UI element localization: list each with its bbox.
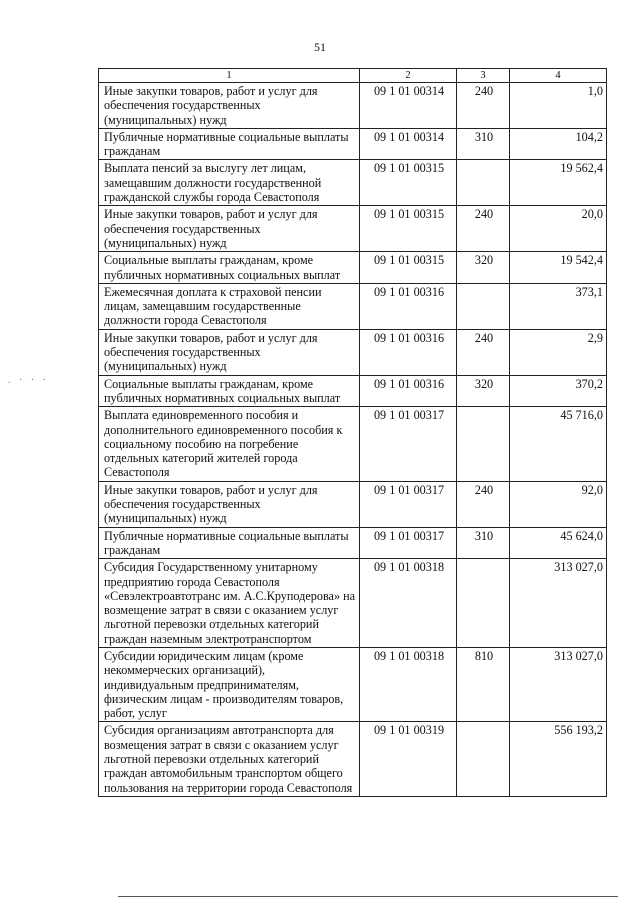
table-row bbox=[99, 481, 607, 527]
row-type-cell bbox=[457, 283, 510, 329]
table-header-row bbox=[99, 69, 607, 83]
row-name-cell: Иные закупки товаров, работ и услуг для обеспечения государственных (муниципальных) нужд bbox=[99, 83, 360, 129]
row-amount-cell: 370,2 bbox=[510, 375, 607, 407]
row-name-cell: Субсидия Государственному унитарному предприятию города Севастополя «Севэлектроавтотранс им. А.С.Круподерова» на возмещение затрат в связи с оказанием услуг льготной перевозки отдельных категорий граждан наземным электротранспортом bbox=[99, 559, 360, 648]
table-row bbox=[99, 647, 607, 721]
table-row bbox=[99, 160, 607, 206]
table-row bbox=[99, 252, 607, 284]
row-code-cell: 09 1 01 00316 bbox=[360, 329, 457, 375]
row-code-cell: 09 1 01 00314 bbox=[360, 128, 457, 160]
row-type-cell: 320 bbox=[457, 375, 510, 407]
row-amount-cell: 19 562,4 bbox=[510, 160, 607, 206]
budget-table-body bbox=[99, 69, 607, 797]
table-row bbox=[99, 722, 607, 796]
row-name-cell: Публичные нормативные социальные выплаты гражданам bbox=[99, 128, 360, 160]
row-name-cell: Ежемесячная доплата к страховой пенсии лицам, замещавшим государственные должности города Севастополя bbox=[99, 283, 360, 329]
scan-edge-mark: . · · · bbox=[8, 375, 49, 386]
row-type-cell bbox=[457, 722, 510, 796]
table-row bbox=[99, 527, 607, 559]
row-type-cell: 810 bbox=[457, 647, 510, 721]
row-amount-cell: 373,1 bbox=[510, 283, 607, 329]
table-row bbox=[99, 283, 607, 329]
row-name-cell: Иные закупки товаров, работ и услуг для обеспечения государственных (муниципальных) нужд bbox=[99, 329, 360, 375]
row-amount-cell: 556 193,2 bbox=[510, 722, 607, 796]
row-amount-cell: 92,0 bbox=[510, 481, 607, 527]
row-code-cell: 09 1 01 00316 bbox=[360, 283, 457, 329]
row-name-cell: Выплата единовременного пособия и дополнительного единовременного пособия к социальному пособию на погребение отдельных категорий жителей города Севастополя bbox=[99, 407, 360, 481]
bottom-edge-line bbox=[118, 896, 618, 897]
row-code-cell: 09 1 01 00315 bbox=[360, 160, 457, 206]
row-code-cell: 09 1 01 00318 bbox=[360, 559, 457, 648]
row-name-cell: Иные закупки товаров, работ и услуг для обеспечения государственных (муниципальных) нужд bbox=[99, 206, 360, 252]
table-row bbox=[99, 375, 607, 407]
table-row bbox=[99, 407, 607, 481]
header-col-2: 2 bbox=[360, 69, 457, 83]
row-code-cell: 09 1 01 00317 bbox=[360, 481, 457, 527]
table-row bbox=[99, 128, 607, 160]
row-type-cell: 310 bbox=[457, 527, 510, 559]
row-amount-cell: 2,9 bbox=[510, 329, 607, 375]
table-row bbox=[99, 83, 607, 129]
row-type-cell: 240 bbox=[457, 83, 510, 129]
row-code-cell: 09 1 01 00318 bbox=[360, 647, 457, 721]
row-type-cell bbox=[457, 407, 510, 481]
row-type-cell bbox=[457, 160, 510, 206]
row-name-cell: Публичные нормативные социальные выплаты гражданам bbox=[99, 527, 360, 559]
row-amount-cell: 45 624,0 bbox=[510, 527, 607, 559]
row-type-cell bbox=[457, 559, 510, 648]
header-col-1: 1 bbox=[99, 69, 360, 83]
row-type-cell: 320 bbox=[457, 252, 510, 284]
row-type-cell: 240 bbox=[457, 329, 510, 375]
row-code-cell: 09 1 01 00317 bbox=[360, 527, 457, 559]
row-code-cell: 09 1 01 00319 bbox=[360, 722, 457, 796]
row-name-cell: Выплата пенсий за выслугу лет лицам, замещавшим должности государственной гражданской службы города Севастополя bbox=[99, 160, 360, 206]
row-type-cell: 240 bbox=[457, 206, 510, 252]
row-amount-cell: 104,2 bbox=[510, 128, 607, 160]
row-amount-cell: 313 027,0 bbox=[510, 647, 607, 721]
row-type-cell: 240 bbox=[457, 481, 510, 527]
row-type-cell: 310 bbox=[457, 128, 510, 160]
row-amount-cell: 19 542,4 bbox=[510, 252, 607, 284]
row-code-cell: 09 1 01 00315 bbox=[360, 206, 457, 252]
row-code-cell: 09 1 01 00317 bbox=[360, 407, 457, 481]
page-number: 51 bbox=[314, 40, 326, 54]
header-col-3: 3 bbox=[457, 69, 510, 83]
row-code-cell: 09 1 01 00314 bbox=[360, 83, 457, 129]
row-amount-cell: 20,0 bbox=[510, 206, 607, 252]
row-name-cell: Социальные выплаты гражданам, кроме публичных нормативных социальных выплат bbox=[99, 375, 360, 407]
table-row bbox=[99, 329, 607, 375]
row-name-cell: Иные закупки товаров, работ и услуг для обеспечения государственных (муниципальных) нужд bbox=[99, 481, 360, 527]
row-amount-cell: 1,0 bbox=[510, 83, 607, 129]
row-name-cell: Социальные выплаты гражданам, кроме публичных нормативных социальных выплат bbox=[99, 252, 360, 284]
row-amount-cell: 45 716,0 bbox=[510, 407, 607, 481]
table-row bbox=[99, 559, 607, 648]
header-col-4: 4 bbox=[510, 69, 607, 83]
row-amount-cell: 313 027,0 bbox=[510, 559, 607, 648]
row-name-cell: Субсидия организациям автотранспорта для возмещения затрат в связи с оказанием услуг льготной перевозки отдельных категорий граждан автомобильным транспортом общего пользования на территории города Севастополя bbox=[99, 722, 360, 796]
table-row bbox=[99, 206, 607, 252]
row-code-cell: 09 1 01 00315 bbox=[360, 252, 457, 284]
row-code-cell: 09 1 01 00316 bbox=[360, 375, 457, 407]
row-name-cell: Субсидии юридическим лицам (кроме некоммерческих организаций), индивидуальным предпринимателям, физическим лицам - производителям товаров, работ, услуг bbox=[99, 647, 360, 721]
budget-table bbox=[98, 68, 607, 797]
